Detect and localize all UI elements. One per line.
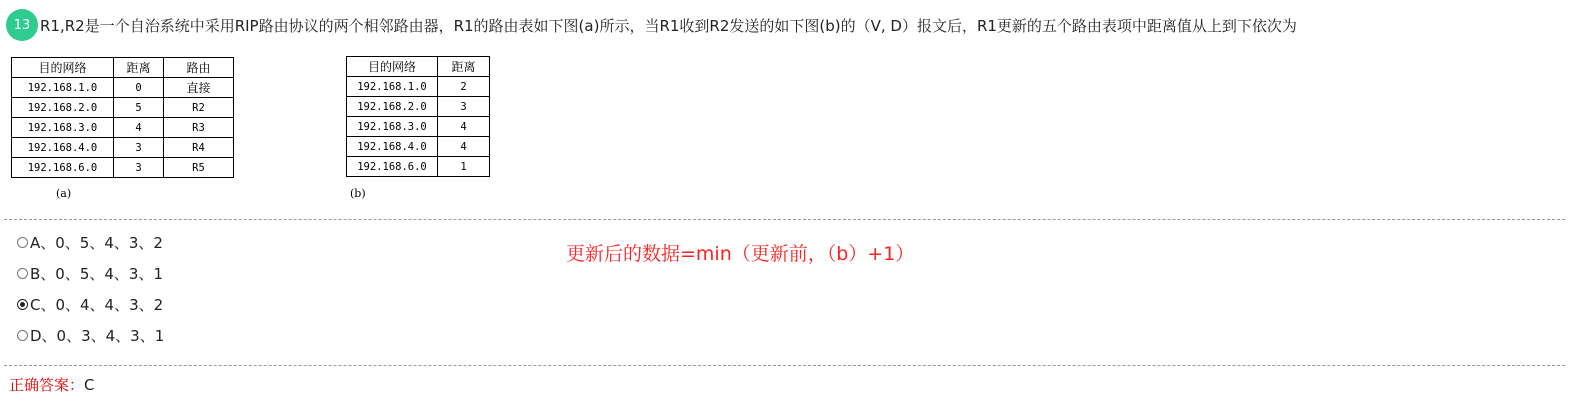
table-header-cell: 目的网络 [347,57,438,77]
table-cell: 192.168.1.0 [12,78,114,98]
routing-table-a [11,57,234,178]
table-header-row [12,58,234,78]
option-label: D、0、3、4、3、1 [30,327,165,345]
table-a-caption: (a) [56,187,72,200]
radio-button[interactable] [17,330,28,341]
table-cell: 192.168.3.0 [347,117,438,137]
table-cell: 192.168.2.0 [347,97,438,117]
table-cell: 192.168.4.0 [12,138,114,158]
table-header-cell: 距离 [438,57,490,77]
divider [4,219,1565,220]
routing-table-b [346,56,490,177]
option-label: C、0、4、4、3、2 [30,296,164,314]
table-cell: 4 [438,137,490,157]
radio-button-selected[interactable] [17,299,28,310]
table-cell: 192.168.2.0 [12,98,114,118]
table-cell: 4 [438,117,490,137]
correct-answer-label: 正确答案： [9,376,85,394]
table-header-cell: 目的网络 [12,58,114,78]
table-cell: 2 [438,77,490,97]
table-cell: R2 [164,98,234,118]
table-row [347,137,490,157]
option-label: B、0、5、4、3、1 [30,265,164,283]
table-cell: R4 [164,138,234,158]
option-c[interactable] [17,294,163,315]
radio-button[interactable] [17,268,28,279]
table-cell: 3 [438,97,490,117]
table-cell: 3 [114,138,164,158]
table-cell: R3 [164,118,234,138]
table-row [12,158,234,178]
table-row [347,77,490,97]
question-text: R1,R2是一个自治系统中采用RIP路由协议的两个相邻路由器，R1的路由表如下图(a)所示，当R1收到R2发送的如下图(b)的（V, D）报文后，R1更新的五个路由表项中距离值从上到下依次为 [40,16,1297,35]
question-number-badge: 13 [6,9,38,41]
table-cell: 直接 [164,78,234,98]
radio-button[interactable] [17,237,28,248]
table-cell: 192.168.6.0 [347,157,438,177]
table-row [12,138,234,158]
divider [4,365,1565,366]
table-header-cell: 路由 [164,58,234,78]
table-cell: R5 [164,158,234,178]
table-cell: 192.168.3.0 [12,118,114,138]
table-row [12,118,234,138]
option-d[interactable] [17,325,164,346]
table-cell: 192.168.4.0 [347,137,438,157]
table-row [347,157,490,177]
correct-answer [9,374,95,395]
table-row [347,117,490,137]
table-b-caption: (b) [350,187,366,200]
table-row [12,78,234,98]
table-cell: 1 [438,157,490,177]
table-cell: 192.168.1.0 [347,77,438,97]
annotation-note: 更新后的数据=min（更新前，（b）+1） [566,243,915,265]
option-label: A、0、5、4、3、2 [30,234,163,252]
question-header [6,9,1297,41]
option-b[interactable] [17,263,163,284]
table-cell: 5 [114,98,164,118]
table-header-cell: 距离 [114,58,164,78]
table-cell: 0 [114,78,164,98]
table-header-row [347,57,490,77]
table-cell: 4 [114,118,164,138]
table-row [12,98,234,118]
table-row [347,97,490,117]
table-cell: 3 [114,158,164,178]
table-cell: 192.168.6.0 [12,158,114,178]
option-a[interactable] [17,232,163,253]
correct-answer-value: C [84,376,95,394]
